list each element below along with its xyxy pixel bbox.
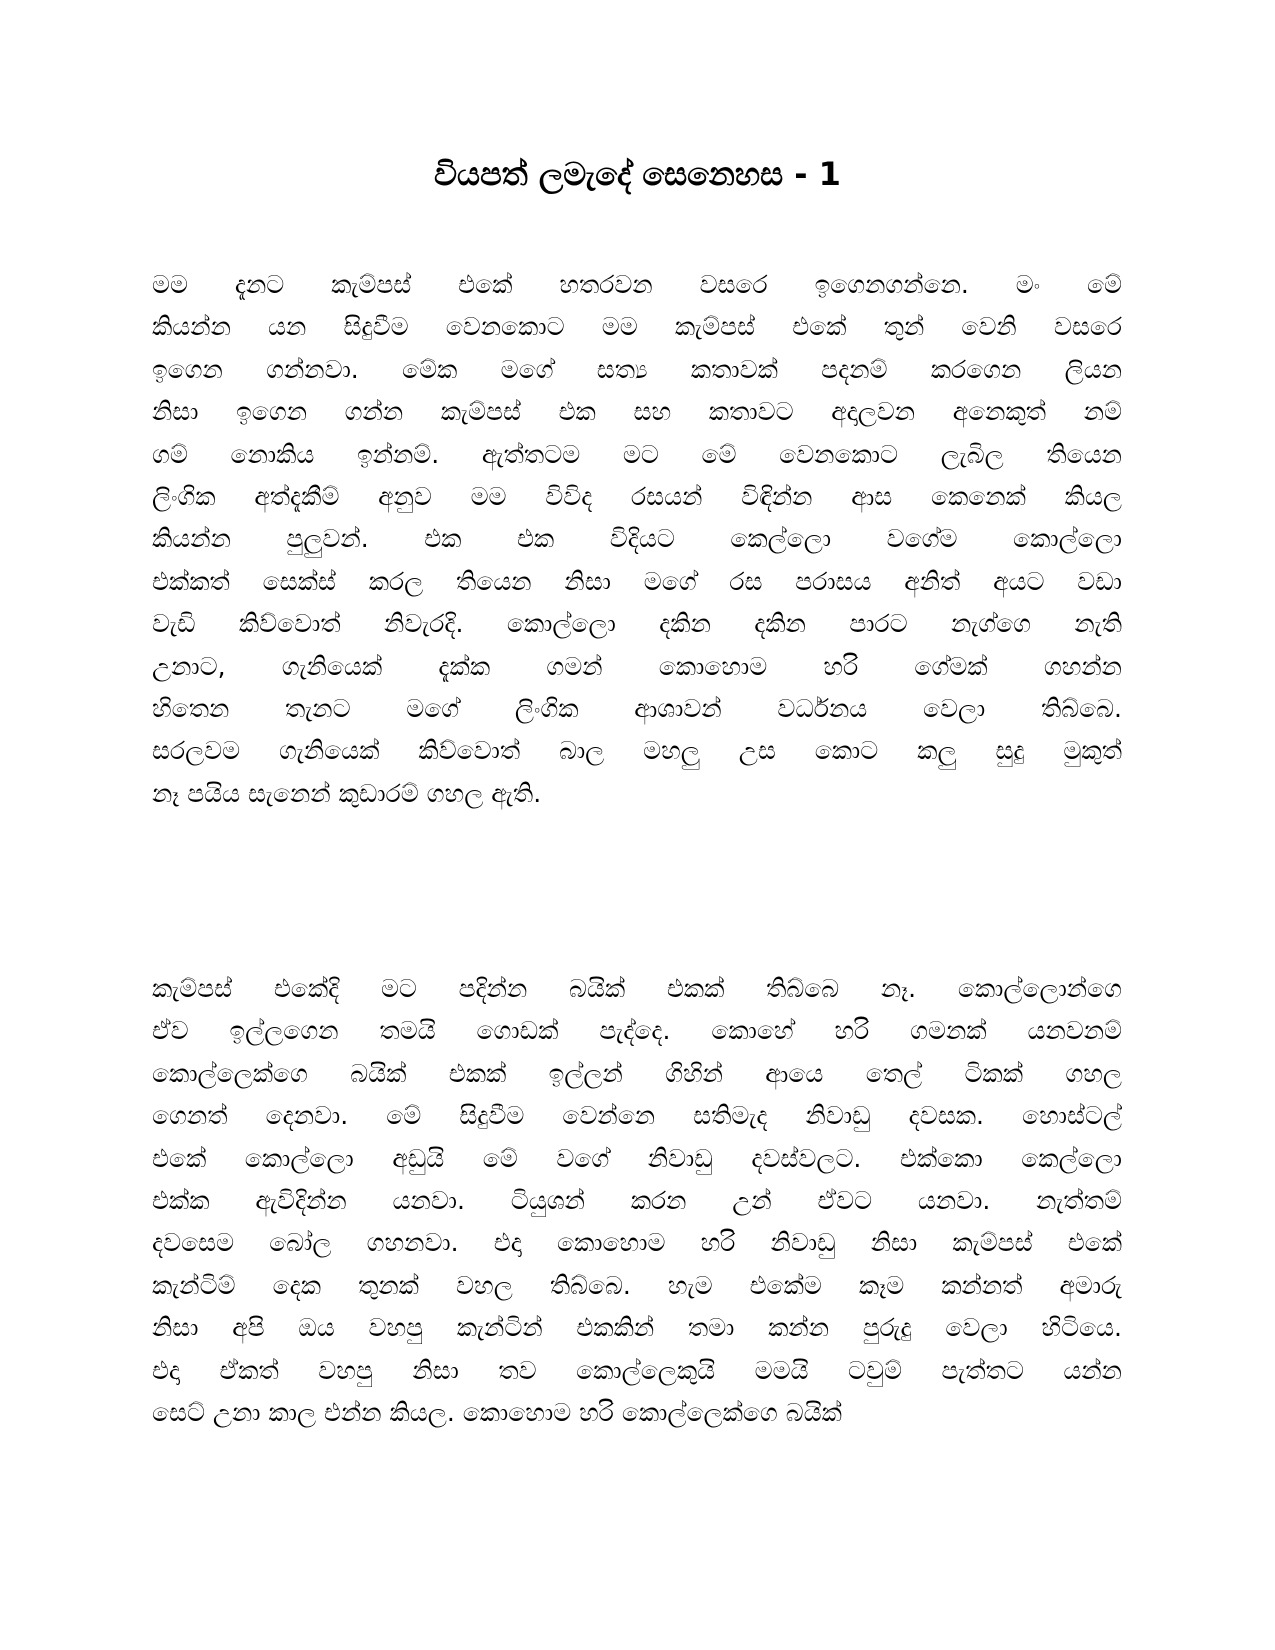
text-line: ගෙනත් දෙනවා. මේ සිදුවීම වෙන්නෙ සතිමැද නිවාඩු දවසක. හොස්ටල් — [152, 1101, 1122, 1131]
text-line: එකේ කොල්ලො අඩුයි මේ වගේ නිවාඩු දවස්වලට. එක්කො කෙල්ලො — [152, 1143, 1122, 1173]
text-line: ඒව ඉල්ලගෙන තමයි ගොඩක් පැද්දෙ. කොහේ හරි ගමනක් යනවනම් — [152, 1016, 1122, 1046]
text-line: කියන්න පුලුවන්. එක එක විදියට කෙල්ලො වගේම කොල්ලො — [152, 524, 1122, 554]
text-line: එක්කත් සෙක්ස් කරල තියෙන නිසා මගේ රස පරාසය අනිත් අයට වඩා — [152, 566, 1122, 596]
paragraph-2 — [152, 968, 1122, 1434]
text-line: කැම්පස් එකේදි මට පදින්න බයික් එකක් තිබ්බෙ නෑ. කොල්ලොන්ගෙ — [152, 974, 1122, 1003]
text-line: ඉගෙන ගන්නවා. මේක මගේ සත්‍ය කතාවක් පදනම් කරගෙන ලියන — [152, 354, 1122, 384]
text-line: එදා ඒකත් වහපු නිසා තව කොල්ලෙකුයි මමයි ටවුම් පැත්තට යන්න — [152, 1355, 1122, 1385]
text-line: උනාට, ගැනියෙක් දැක්ක ගමන් කොහොම හරි ගේමක් ගහන්න — [152, 651, 1122, 681]
text-line: කොල්ලෙක්ගෙ බයික් එකක් ඉල්ලන් ගිහින් ආයෙ තෙල් ටිකක් ගහල — [152, 1058, 1122, 1088]
text-line: නිසා අපි ඔය වහපු කැන්ටින් එකකින් තමා කන්න පුරුදු වෙලා හිටියෙ. — [152, 1313, 1122, 1343]
text-line: එක්ක ඇවිදින්න යනවා. ටියුශන් කරන උන් ඒවට යනවා. නැත්තම් — [152, 1185, 1122, 1215]
page-title: වියපත් ලමැදේ සෙනෙහස - 1 — [434, 155, 841, 193]
text-line: මම දැනට කැම්පස් එකේ හතරවන වසරෙ ඉගෙනගන්නෙ. මං මේ — [152, 270, 1122, 299]
text-line: දවසෙම බෝල ගහනවා. එදා කොහොම හරි නිවාඩු නිසා කැම්පස් එකේ — [152, 1228, 1122, 1258]
text-line: හිතෙන තැනට මගේ ලිංගික ආශාවන් වර්ධනය වෙලා තිබ්බෙ. — [152, 693, 1122, 723]
text-line: කියන්න යන සිදුවීම වෙනකොට මම කැම්පස් එකේ තුන් වෙනි වසරෙ — [152, 312, 1122, 342]
text-line: සරලවම ගැනියෙක් කිව්වොත් බාල මහලු උස කොට කලු සුදු මුකුත් — [152, 736, 1122, 766]
text-line: කැන්ටිම් දෙක තුනක් වහල තිබ්බෙ. හැම එකේම කෑම කන්නත් අමාරු — [152, 1270, 1122, 1300]
text-line: වැඩි කිව්වොත් නිවැරදි. කොල්ලො දකින දකින පාරට නැග්ගෙ නැති — [152, 609, 1122, 639]
paragraph-1 — [152, 264, 1122, 815]
text-line: සෙට් උනා කාල එන්න කියල. කොහොම හරි කොල්ලෙක්ගෙ බයික් — [152, 1397, 842, 1427]
text-line: නෑ පයිය සැනෙන් කුඩාරම් ගහල ඇති. — [152, 778, 542, 808]
text-line: නිසා ඉගෙන ගන්න කැම්පස් එක සහ කතාවට අදාලවන අනෙකුත් නම් — [152, 397, 1122, 427]
text-line: ලිංගික අත්දැකීම් අනුව මම විවිද රසයන් විඳින්න ආස කෙනෙක් කියල — [152, 481, 1122, 511]
text-line: ගම් නොකිය ඉන්නම්. ඇත්තටම මට මේ වෙනකොට ලැබිල තියෙන — [152, 439, 1122, 469]
